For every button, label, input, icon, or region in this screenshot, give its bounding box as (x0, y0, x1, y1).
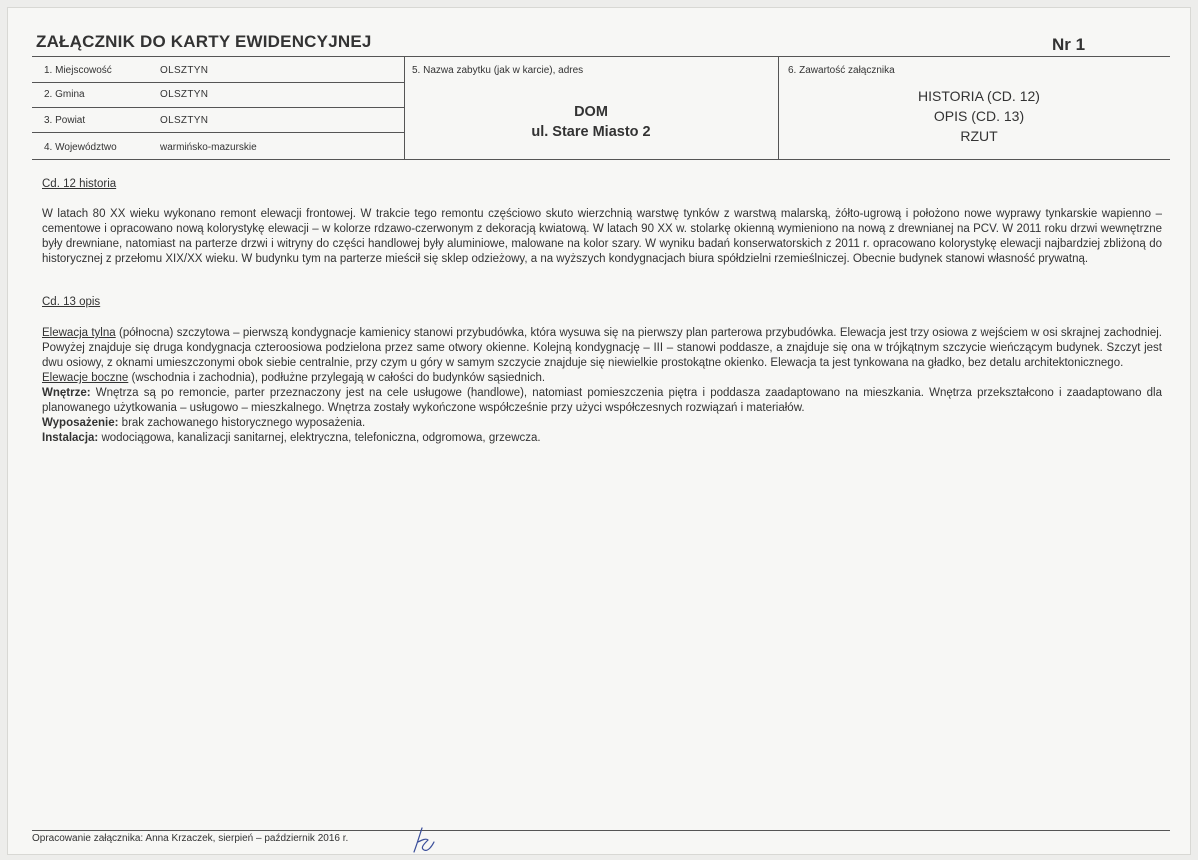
contents-item-rzut: RZUT (960, 128, 998, 144)
field-value-gmina: OLSZTYN (160, 89, 209, 100)
field-rule-3 (32, 132, 404, 133)
rear-elevation-paragraph (42, 326, 1162, 371)
header-divider-2 (778, 56, 779, 159)
installation-text: wodociągowa, kanalizacji sanitarnej, elektryczna, telefoniczna, odgromowa, grzewcza. (98, 432, 541, 444)
interior-paragraph (42, 386, 1162, 416)
history-heading: Cd. 12 historia (42, 178, 117, 190)
field-label-gmina: 2. Gmina (44, 89, 85, 100)
field-value-powiat: OLSZTYN (160, 115, 209, 126)
installation-label: Instalacja: (42, 432, 99, 444)
history-paragraph: W latach 80 XX wieku wykonano remont elewacji frontowej. W trakcie tego remontu częściowo skuto wierzchnią warstwę tynków z warstwą malarską, żółto-ugrową i położono nowe wyprawy tynkarskie wapienno – cementowe i opracowano nową kolorystykę elewacji – w kolorze rdzawo-czerwonym z dekoracją kwiatową. W latach 90 XX w. stolarkę okienną wymieniono na nową z drewnianej na PCV. W 2011 roku drzwi wewnętrzne były drewniane, natomiast na parterze drzwi i witryny do części handlowej były aluminiowe, malowane na kolor szary. W wyniku badań konserwatorskich z 2011 r. opracowano kolorystykę elewacji najbardziej zbliżoną do historycznej z przełomu XIX/XX wieku. W budynku tym na parterze mieścił się sklep odzieżowy, a na wyższych kondygnacjach biura spółdzielni rzemieślniczej. Obecnie budynek stanowi własność prywatną. (42, 208, 1162, 265)
side-elevation-text: (wschodnia i zachodnia), podłużne przylegają w całości do budynków sąsiednich. (128, 372, 546, 384)
monument-address: ul. Stare Miasto 2 (531, 124, 651, 140)
signature-mark (408, 826, 438, 854)
footer-author: Opracowanie załącznika: Anna Krzaczek, sierpień – październik 2016 r. (32, 833, 349, 844)
field-label-powiat: 3. Powiat (44, 115, 86, 126)
document-title: ZAŁĄCZNIK DO KARTY EWIDENCYJNEJ (36, 32, 372, 51)
description-heading: Cd. 13 opis (42, 296, 101, 308)
contents-item-historia: HISTORIA (CD. 12) (918, 88, 1040, 104)
field-rule-1 (32, 82, 404, 83)
field-rule-2 (32, 107, 404, 108)
equipment-label: Wyposażenie: (42, 417, 119, 429)
contents-list (904, 86, 1054, 146)
field-value-miejscowosc: OLSZTYN (160, 65, 209, 76)
rear-elevation-text: (północna) szczytowa – pierwszą kondygnacje kamienicy stanowi przybudówka, która wysuwa się na pierwszy plan parterowa przybudówka. Elewacja jest trzy osiowa z wejściem w osi skrajnej zachodniej. Powyżej znajduje się druga kondygnacja czteroosiowa podzielona przez same otwory okienne. Kolejną kondygnację – III – stanowi poddasze, a znajduje się ona w trójkątnym szczycie wieńczącym budynek. Szczyt jest dwu osiowy, z oknami umieszczonymi obok siebie centralnie, przy czym u góry w samym szczycie znajduje się niewielkie prostokątne okienko. Elewacja ta jest tynkowana na gładko, bez detalu architektonicznego. (42, 327, 1162, 369)
footer-rule (32, 830, 1170, 831)
field-value-wojewodztwo: warmińsko-mazurskie (160, 142, 257, 153)
field-label-wojewodztwo: 4. Województwo (44, 142, 117, 153)
installation-paragraph (42, 431, 1162, 446)
side-elevation-paragraph (42, 371, 1162, 386)
monument-label: 5. Nazwa zabytku (jak w karcie), adres (412, 65, 584, 76)
side-elevation-label: Elewacje boczne (42, 372, 129, 384)
document-number: Nr 1 (1052, 35, 1086, 54)
monument-name: DOM (574, 104, 608, 120)
contents-label: 6. Zawartość załącznika (788, 65, 895, 76)
rear-elevation-label: Elewacja tylna (42, 327, 116, 339)
equipment-paragraph (42, 416, 1162, 431)
field-label-miejscowosc: 1. Miejscowość (44, 65, 112, 76)
header-top-rule (32, 56, 1170, 57)
header-bottom-rule (32, 159, 1170, 160)
description-block (42, 326, 1162, 446)
interior-text: Wnętrza są po remoncie, parter przeznaczony jest na cele usługowe (handlowe), natomiast pomieszczenia piętra i poddasza zaadaptowano na mieszkania. Wnętrza przekształcono i zaadaptowano dla planowanego użytkowania – usługowo – mieszkalnego. Wnętrza zostały wykończone współcześnie przy użyci współczesnych rozwiązań i materiałów. (42, 387, 1162, 414)
interior-label: Wnętrze: (42, 387, 91, 399)
contents-item-opis: OPIS (CD. 13) (933, 108, 1025, 124)
equipment-text: brak zachowanego historycznego wyposażenia. (118, 417, 366, 429)
